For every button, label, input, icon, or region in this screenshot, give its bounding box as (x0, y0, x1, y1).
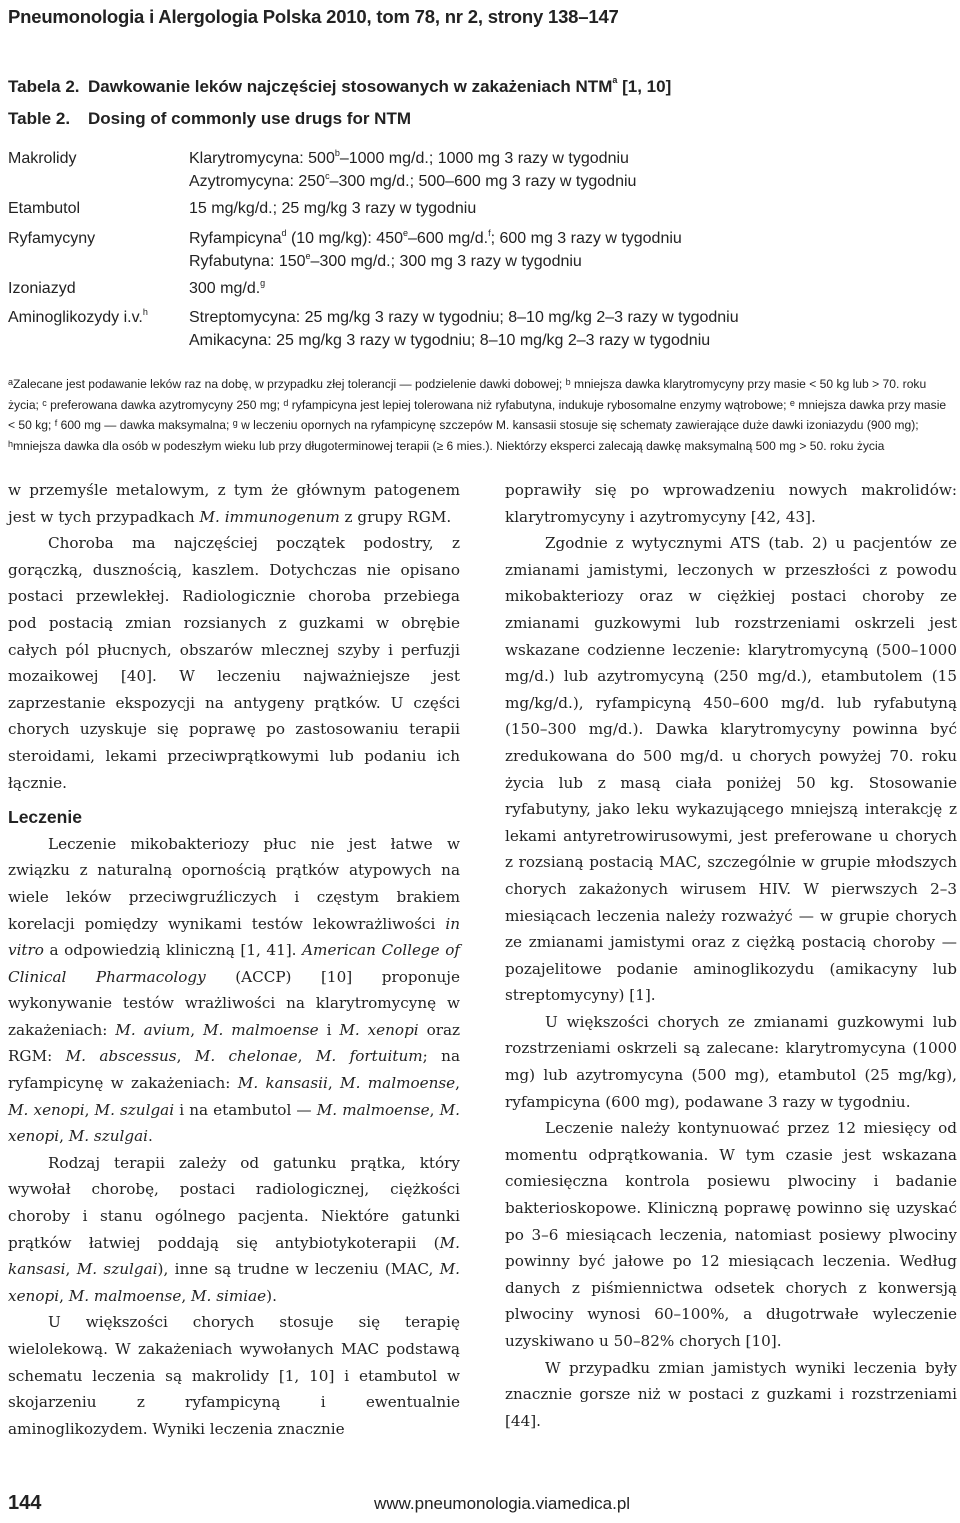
paragraph: Rodzaj terapii zależy od gatunku prątka, który wywołał chorobę, postaci radiologicznej, ciężkości choroby i stanu ogólnego pacjenta. Niektóre gatunki prątków łatwiej poddają się antybiotykoterapii (M. kansasi, M. szulgai), inne są trudne w leczeniu (MAC, M. xenopi, M. malmoense, M. simiae). (8, 1153, 461, 1305)
drug-class: Aminoglikozydy i.v.$^h$ (8, 307, 148, 326)
footnote-marker: f (54, 418, 58, 428)
journal-header: Pneumonologia i Alergologia Polska 2010, tom 78, nr 2, strony 138–147 (8, 6, 619, 27)
drug-class: Izoniazyd (8, 280, 76, 297)
body-column-right (505, 477, 957, 1434)
footnote-line: życia; $^c$ preferowana dawka azytromycyny 250 mg; $^d$ ryfampicyna jest lepiej tolerowana niż ryfabutyna, indukuje rybosomalne enzymy wątrobowe; $^e$ mniejsza dawka przy masie (8, 397, 947, 412)
paragraph: U większości chorych stosuje się terapię wielolekową. W zakażeniach wywołanych MAC podstawą schematu leczenia są makrolidy [1, 10] i etambutol w skojarzeniu z ryfampicyną i ewentualnie aminoglikozydem. Wyniki leczenia znacznie (8, 1313, 460, 1438)
drug-class: Etambutol (8, 200, 81, 217)
footnote-line: $^h$mniejsza dawka dla osób w podeszłym wieku lub przy długoterminowej terapii (≥ 6 mies.). Niektórzy eksperci zalecają dawkę maksymalną 500 mg > 50. roku życia (8, 438, 885, 453)
paragraph: w przemyśle metalowym, z tym że głównym patogenem jest w tych przypadkach M. immunogenum z grupy RGM. (8, 481, 460, 526)
footnote-marker: f (488, 228, 491, 238)
footnote-marker: a (8, 377, 14, 387)
footnote-marker: h (142, 307, 148, 317)
paragraph: Leczenie należy kontynuować przez 12 miesięcy od momentu odprątkowania. W tym czasie jest wskazana comiesięczna kontrola posiewu plwociny i badanie bakterioskopowe. Kliniczną poprawę powinno się uzyskać po 3–6 miesiącach leczenia, natomiast posiewy plwociny powinny być jałowe po 12 miesiącach leczenia. Według danych z piśmiennictwa odsetek chorych z konwersją plwociny wynosi 60–100%, a długotrwałe wyleczenie uzyskiwano u 50–82% chorych [10]. (505, 1119, 957, 1350)
footnote-marker: e (305, 251, 311, 261)
dosing-cell (189, 230, 682, 276)
paragraph: poprawiły się po wprowadzeniu nowych makrolidów: klarytromycyny i azytromycyny [42, 43]. (505, 481, 957, 526)
footnote-marker: g (232, 418, 238, 428)
footnote-marker: e (789, 397, 795, 408)
dosing-line: 15 mg/kg/d.; 25 mg/kg 3 razy w tygodniu (189, 200, 477, 217)
paragraph: W przypadku zmian jamistych wyniki leczenia były znacznie gorsze niż w postaci z guzkami i rozstrzeniami [44]. (505, 1358, 957, 1430)
dosing-line: Streptomycyna: 25 mg/kg 3 razy w tygodniu; 8–10 mg/kg 2–3 razy w tygodniu (189, 309, 739, 326)
dosing-line: Ryfabutyna: 150e–300 mg/d.; 300 mg 3 razy w tygodniu (189, 251, 582, 270)
drug-class: Ryfamycyny (8, 230, 96, 247)
footnote-marker: g (260, 278, 266, 288)
footnote-line: < 50 kg; $^f$ 600 mg — dawka maksymalna; $^g$ w leczeniu opornych na ryfampicynę szczepów M. kansasii stosuje się schematy zawierające duże dawki izoniazydu (900 mg); (8, 418, 919, 432)
table-caption (8, 77, 671, 141)
footnote-marker: b (334, 148, 340, 158)
table-title-en: Dosing of commonly use drugs for NTM (88, 109, 412, 128)
footnote-line: $^a$Zalecane jest podawanie leków raz na dobę, w przypadku złej tolerancji — podzielenie dawki dobowej; $^b$ mniejsza dawka klarytromycyny przy masie < 50 kg lub > 70. roku (8, 377, 927, 391)
footnote-marker: d (281, 228, 287, 238)
footnote-marker: h (8, 438, 14, 449)
footnote-marker: d (283, 397, 289, 408)
paragraph: Zgodnie z wytycznymi ATS (tab. 2) u pacjentów ze zmianami jamistymi, leczonych w przeszłości z powodu mikobakteriozy oraz w ciężkiej postaci choroby ze zmianami guzkowymi lub rozstrzeniami oskrzeli jest wskazane codzienne leczenie: klarytromycyną (500–1000 mg/d.) lub azytromycyną (250 mg/d.), etambutolem (15 mg/kg/d.), ryfampicyną 450–600 mg/d. lub ryfabutyną (150–300 mg/d.). Dawka klarytromycyny powinna być zredukowana do 500 mg/d. u chorych powyżej 70. roku życia lub z masą ciała poniżej 50 kg. Stosowanie ryfabutyny, jako leku wykazującego mniejszą interakcję z lekami antyretrowirusowymi, jest preferowane u chorych z rozsianą postacią MAC, szczególnie w grupie młodszych chorych zakażonych wirusem HIV. W pierwszych 2–3 miesiącach leczenia należy rozważyć — w grupie chorych ze zmianami jamistymi oraz z ciężką postacią choroby — pozajelitowe podanie aminoglikozydu (amikacyny lub streptomycyny) [1]. (505, 534, 957, 1005)
table-title-pl: Dawkowanie leków najczęściej stosowanych w zakażeniach NTM (88, 77, 613, 96)
footnote-marker: c (325, 171, 330, 181)
paragraph: Choroba ma najczęściej początek podostry, z gorączką, dusznością, kaszlem. Dotychczas nie opisano postaci przewlekłej. Radiologicznie choroba przebiega pod postacią zmian rozsianych z guzkami w obrębie całych pól płucnych, obszarów mlecznej szyby i perfuzji mozaikowej [40]. W leczeniu najważniejsze jest zaprzestanie ekspozycji na antygeny prątków. U części chorych uzyskuje się poprawę po zastosowaniu terapii steroidami, lekami przeciwprątkowymi lub podaniu ich łącznie. (8, 534, 460, 792)
footnote-marker: b (565, 377, 571, 387)
section-heading: Leczenie (8, 807, 82, 828)
dosing-cell (189, 309, 739, 355)
dosing-line: Ryfampicyna$^d$ (10 mg/kg): 450e–600 mg/d.$^f$; 600 mg 3 razy w tygodniu (189, 228, 682, 247)
table-label-pl: Tabela 2. (8, 77, 80, 96)
dosing-line: Azytromycyna: 250$^c$–300 mg/d.; 500–600 mg 3 razy w tygodniu (189, 171, 637, 190)
footnote-marker: e (403, 228, 409, 238)
footnote-marker: c (42, 397, 47, 408)
table-title-sup: a (612, 75, 618, 85)
paragraph: U większości chorych ze zmianami guzkowymi lub rozstrzeniami oskrzeli są zalecane: klarytromycyna (1000 mg) lub azytromycyna (500 mg), etambutol (25 mg/kg), ryfampicyna (600 mg), podawane 3 razy w tygodniu. (505, 1012, 957, 1111)
dosing-line: Klarytromycyna: 500$^b$–1000 mg/d.; 1000 mg 3 razy w tygodniu (189, 148, 629, 167)
drug-class: Makrolidy (8, 150, 77, 167)
dosing-cell (189, 280, 265, 303)
dosing-cell (189, 200, 476, 223)
body-column-left (8, 477, 460, 1442)
dosing-cell (189, 150, 636, 196)
dosing-line: 300 mg/d.$^g$ (189, 278, 266, 297)
dosing-line: Amikacyna: 25 mg/kg 3 razy w tygodniu; 8–10 mg/kg 2–3 razy w tygodniu (189, 332, 711, 349)
table-caption-pl (8, 77, 671, 109)
table-footnotes (8, 374, 956, 456)
paragraph: Leczenie mikobakteriozy płuc nie jest łatwe w związku z naturalną opornością prątków atypowych na wiele leków przeciwgruźliczych i częstym brakiem korelacji pomiędzy wynikami testów lekowrażliwości in vitro a odpowiedzią kliniczną [1, 41]. American College of Clinical Pharmacology (ACCP) [10] proponuje wykonywanie testów wrażliwości na klarytromycynę w zakażeniach: M. avium, M. malmoense i M. xenopi oraz RGM: M. abscessus, M. chelonae, M. fortuitum; na ryfampicynę w zakażeniach: M. kansasii, M. malmoense, M. xenopi, M. szulgai i na etambutol — M. malmoense, M. xenopi, M. szulgai. (8, 834, 461, 1146)
table-caption-en (8, 109, 671, 141)
table-label-en: Table 2. (8, 109, 71, 128)
footer-url[interactable]: www.pneumonologia.viamedica.pl (374, 1494, 631, 1513)
page-number: 144 (8, 1492, 42, 1514)
table-title-ref: [1, 10] (617, 77, 672, 96)
